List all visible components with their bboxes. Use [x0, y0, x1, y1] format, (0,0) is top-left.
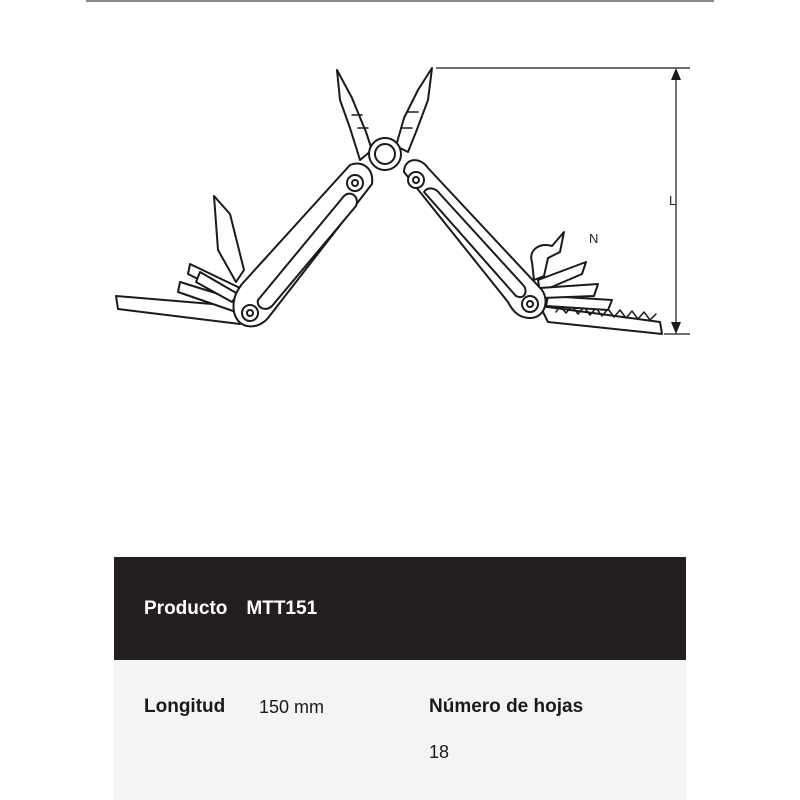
blades-value: 18: [429, 742, 450, 762]
spec-header: [114, 557, 686, 660]
left-blade-upper: [214, 196, 244, 282]
spec-body: [114, 660, 686, 800]
dimension-n-label: N: [589, 231, 599, 246]
blades-label: Número de hojas: [429, 696, 584, 717]
right-jaw: [396, 68, 432, 152]
pivot-inner: [375, 144, 395, 164]
spec-card: [114, 557, 686, 800]
dimension-l-label: L: [669, 193, 677, 208]
product-label: Producto: [144, 597, 228, 619]
arrow-up-icon: [671, 68, 681, 80]
length-label: Longitud: [144, 696, 226, 717]
right-handle-inset: [424, 188, 526, 297]
product-code: MTT151: [246, 597, 318, 619]
arrow-down-icon: [671, 322, 681, 334]
length-value: 150 mm: [259, 697, 325, 717]
